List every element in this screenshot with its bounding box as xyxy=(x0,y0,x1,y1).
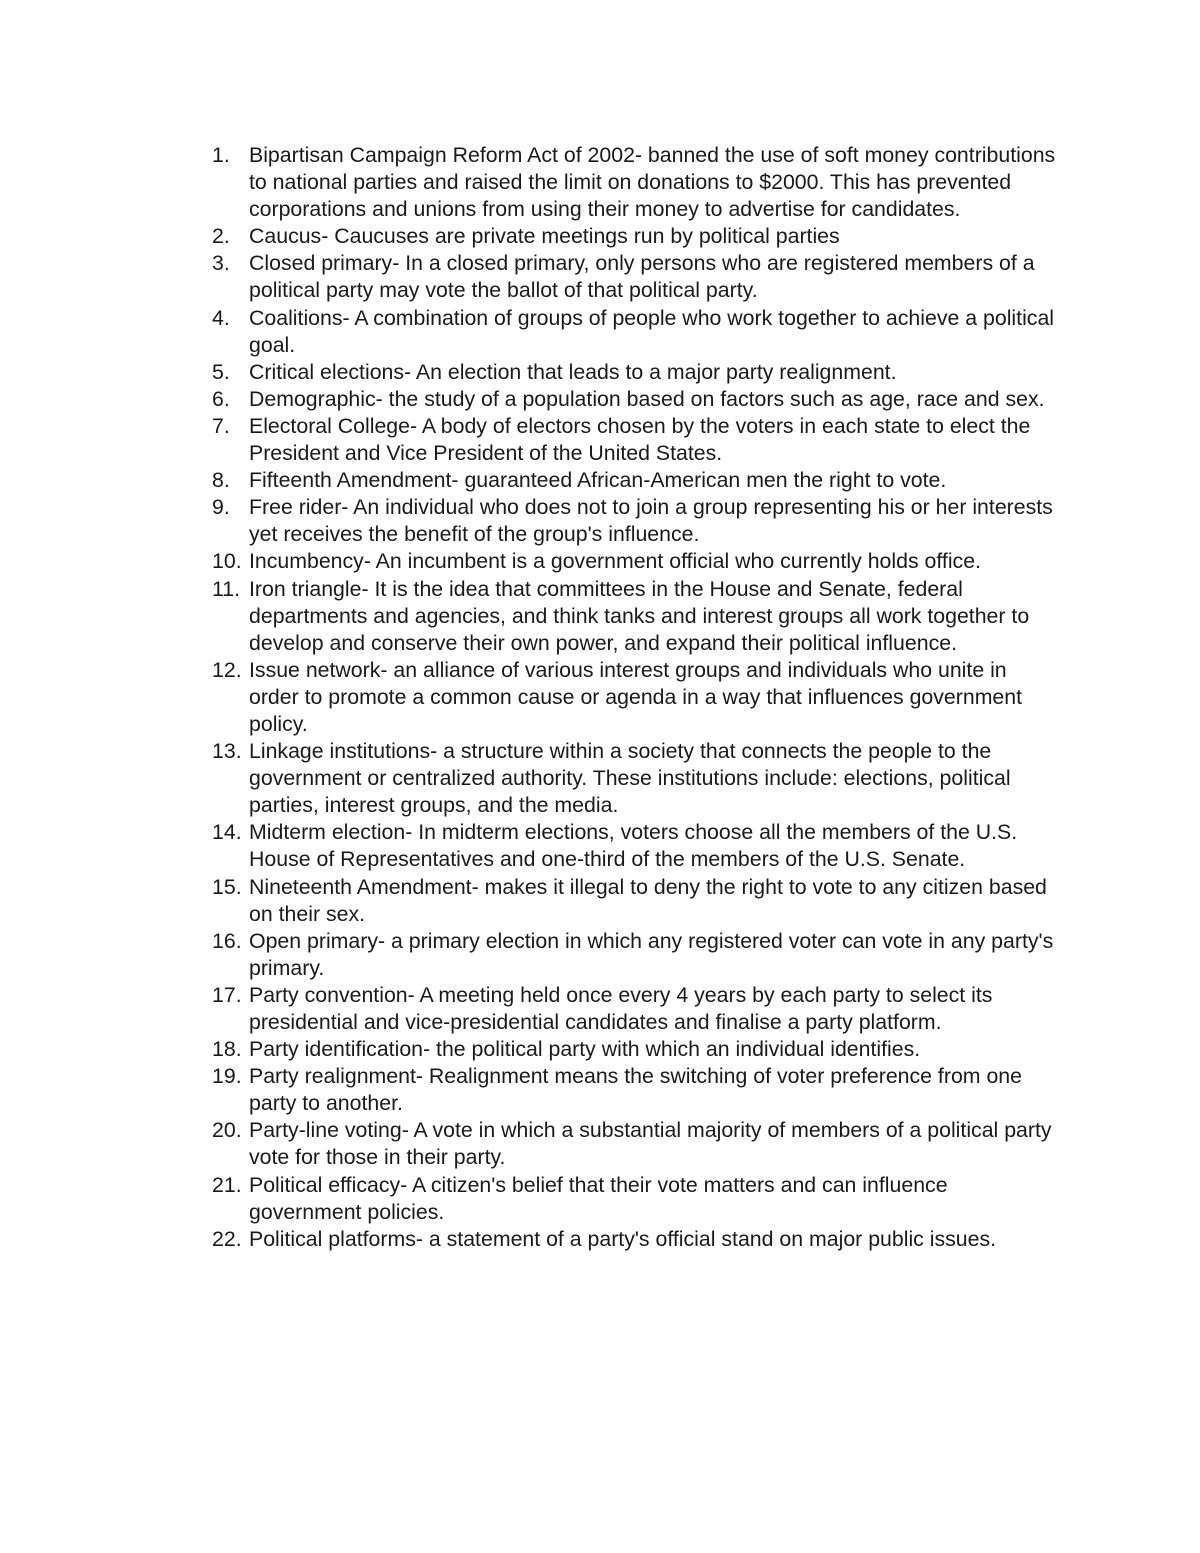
list-item xyxy=(212,359,1072,386)
list-item-number: 19. xyxy=(212,1064,242,1089)
list-item xyxy=(212,386,1072,413)
list-item-number: 8. xyxy=(212,468,230,493)
list-item xyxy=(212,494,1072,548)
list-item-text: Political efficacy- A citizen's belief that their vote matters and can influence government policies. xyxy=(249,1172,948,1224)
list-item-number: 16. xyxy=(212,928,242,953)
list-item-number: 7. xyxy=(212,413,230,438)
list-item xyxy=(212,819,1072,873)
list-item xyxy=(212,576,1072,657)
list-item-text: Free rider- An individual who does not to join a group representing his or her interests yet receives the benefit of the group's influence. xyxy=(249,495,1053,547)
list-item-number: 4. xyxy=(212,305,230,330)
list-item-text: Issue network- an alliance of various interest groups and individuals who unite in order to promote a common cause or agenda in a way that influences government policy. xyxy=(249,657,1023,736)
list-item xyxy=(212,1172,1072,1226)
list-item-number: 12. xyxy=(212,657,242,682)
list-item xyxy=(212,250,1072,304)
list-item xyxy=(212,874,1072,928)
list-item xyxy=(212,1226,1072,1253)
list-item xyxy=(212,142,1072,223)
list-item xyxy=(212,1117,1072,1171)
list-item xyxy=(212,305,1072,359)
list-item-number: 9. xyxy=(212,495,230,520)
list-item-number: 13. xyxy=(212,739,242,764)
list-item xyxy=(212,982,1072,1036)
list-item-text: Fifteenth Amendment- guaranteed African-American men the right to vote. xyxy=(249,468,947,493)
list-item-number: 20. xyxy=(212,1118,242,1143)
list-item xyxy=(212,738,1072,819)
list-item-number: 21. xyxy=(212,1172,242,1197)
list-item-text: Political platforms- a statement of a party's official stand on major public issues. xyxy=(249,1226,997,1251)
list-item xyxy=(212,467,1072,494)
list-item-text: Incumbency- An incumbent is a government official who currently holds office. xyxy=(249,549,981,574)
list-item-number: 6. xyxy=(212,386,230,411)
list-item-text: Party identification- the political party with which an individual identifies. xyxy=(249,1037,921,1062)
list-item-text: Midterm election- In midterm elections, voters choose all the members of the U.S. House of Representatives and one-third of the members of the U.S. Senate. xyxy=(249,820,1018,872)
list-item-text: Linkage institutions- a structure within a society that connects the people to the government or centralized authority. These institutions include: elections, political parties, interest groups, and the media. xyxy=(249,739,1011,818)
list-item xyxy=(212,1036,1072,1063)
list-item xyxy=(212,657,1072,738)
list-item-number: 11. xyxy=(212,576,241,601)
list-item-number: 22. xyxy=(212,1226,242,1251)
list-item-number: 10. xyxy=(212,549,242,574)
list-item-number: 5. xyxy=(212,359,230,384)
list-item-text: Party convention- A meeting held once every 4 years by each party to select its presidential and vice-presidential candidates and finalise a party platform. xyxy=(249,982,993,1034)
list-item-text: Electoral College- A body of electors chosen by the voters in each state to elect the President and Vice President of the United States. xyxy=(249,413,1031,466)
list-item xyxy=(212,413,1072,467)
list-item xyxy=(212,928,1072,982)
list-item-number: 18. xyxy=(212,1037,242,1062)
list-item-number: 17. xyxy=(212,982,242,1007)
list-item-text: Open primary- a primary election in which any registered voter can vote in any party's primary. xyxy=(249,928,1054,980)
list-item-text: Demographic- the study of a population based on factors such as age, race and sex. xyxy=(249,386,1045,411)
list-item-number: 1. xyxy=(212,143,230,167)
list-item xyxy=(212,223,1072,250)
list-item-text: Coalitions- A combination of groups of people who work together to achieve a political goal. xyxy=(249,305,1055,357)
vocabulary-list xyxy=(212,142,1072,1253)
list-item-text: Nineteenth Amendment- makes it illegal to deny the right to vote to any citizen based on their sex. xyxy=(249,874,1047,926)
list-item-text: Critical elections- An election that leads to a major party realignment. xyxy=(249,359,897,384)
list-item-text: Party realignment- Realignment means the switching of voter preference from one party to another. xyxy=(249,1064,1022,1116)
list-item xyxy=(212,1063,1072,1117)
list-item-number: 15. xyxy=(212,874,242,899)
list-item-number: 14. xyxy=(212,820,242,845)
list-item-text: Party-line voting- A vote in which a substantial majority of members of a political party vote for those in their party. xyxy=(249,1118,1052,1170)
list-item-text: Closed primary- In a closed primary, only persons who are registered members of a political party may vote the ballot of that political party. xyxy=(249,251,1035,303)
list-item-text: Bipartisan Campaign Reform Act of 2002- banned the use of soft money contributions to national parties and raised the limit on donations to $2000. This has prevented corporations and unions from using their money to advertise for candidates. xyxy=(249,143,1056,222)
list-item-text: Iron triangle- It is the idea that committees in the House and Senate, federal departments and agencies, and think tanks and interest groups all work together to develop and conserve their own power, and expand their political influence. xyxy=(249,576,1030,655)
list-item-number: 2. xyxy=(212,224,230,249)
list-item xyxy=(212,548,1072,575)
list-item-text: Caucus- Caucuses are private meetings run by political parties xyxy=(249,224,840,249)
list-item-number: 3. xyxy=(212,251,230,276)
